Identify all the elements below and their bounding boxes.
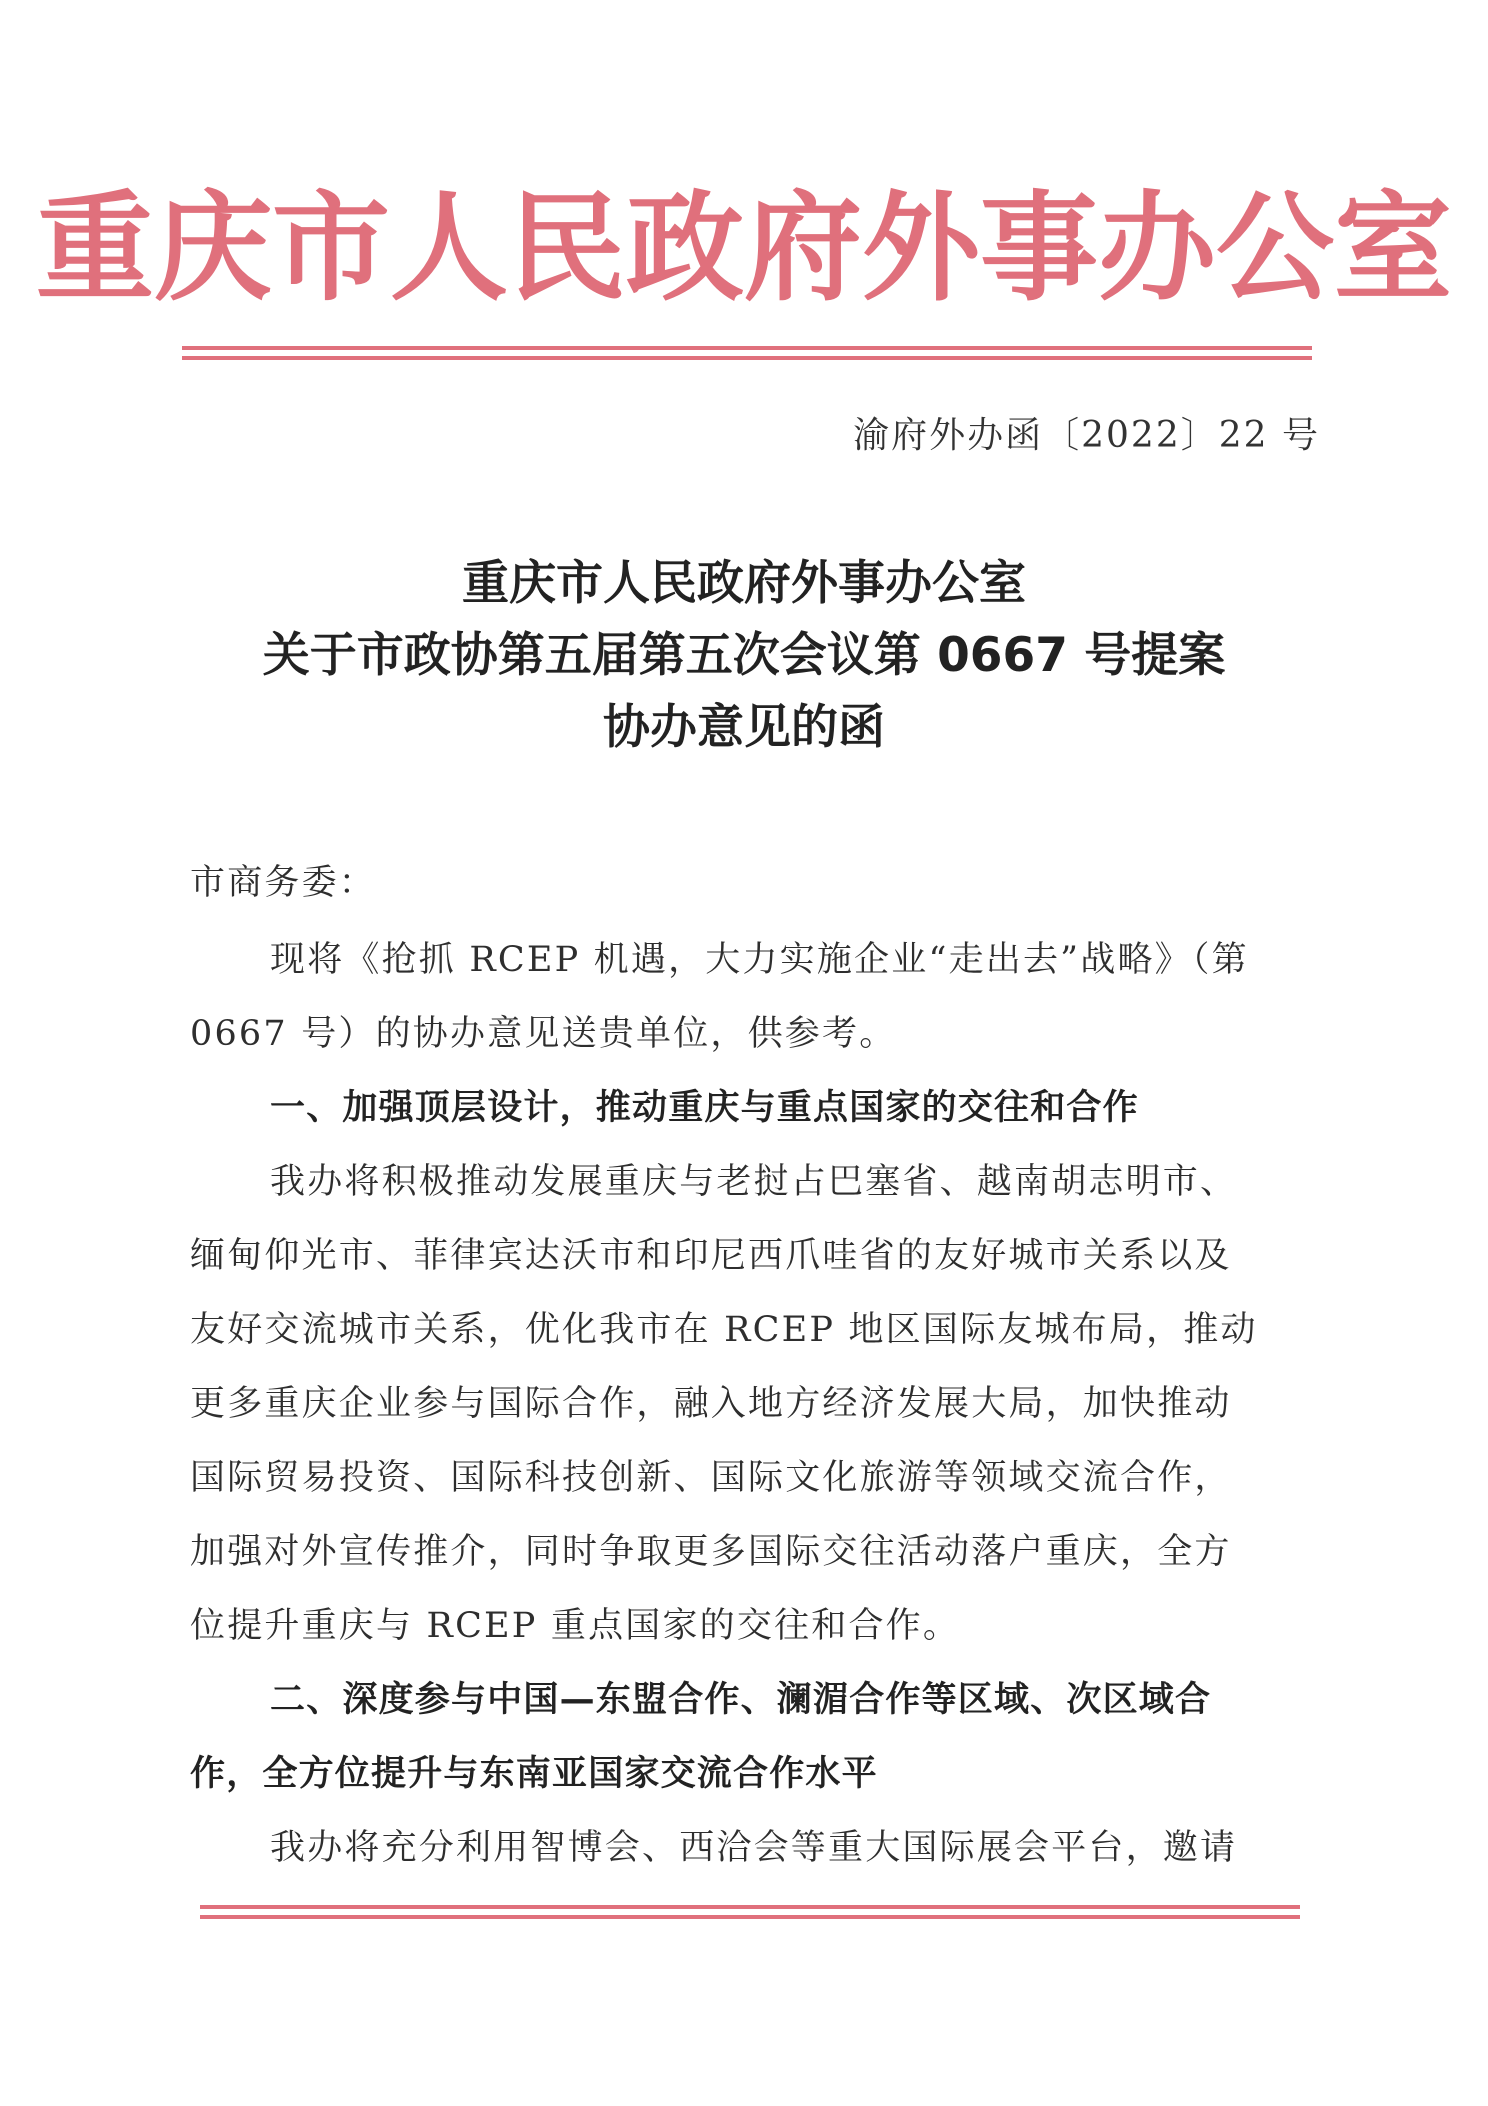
header-rule-top [182,346,1312,350]
footer-rule-top [200,1905,1300,1909]
section-1-heading: 一、加强顶层设计，推动重庆与重点国家的交往和合作 [270,1088,1139,1128]
section-1-line-3: 友好交流城市关系，优化我市在 RCEP 地区国际友城布局，推动 [190,1310,1258,1350]
section-1-line-1: 我办将积极推动发展重庆与老挝占巴塞省、越南胡志明市、 [270,1162,1238,1202]
section-2-heading-line-2: 作，全方位提升与东南亚国家交流合作水平 [190,1754,878,1794]
title-line-3: 协办意见的函 [603,700,885,755]
header-rule-bottom [182,356,1312,360]
intro-line-2: 0667 号）的协办意见送贵单位，供参考。 [190,1014,897,1054]
title-line-1: 重庆市人民政府外事办公室 [462,556,1026,611]
section-2-heading-line-1: 二、深度参与中国—东盟合作、澜湄合作等区域、次区域合 [270,1680,1212,1720]
footer-rule-bottom [200,1915,1300,1919]
document-number: 渝府外办函〔2022〕22 号 [853,415,1320,456]
section-1-line-7: 位提升重庆与 RCEP 重点国家的交往和合作。 [190,1606,961,1646]
section-1-line-4: 更多重庆企业参与国际合作，融入地方经济发展大局，加快推动 [190,1384,1232,1424]
section-1-line-6: 加强对外宣传推介，同时争取更多国际交往活动落户重庆，全方 [190,1532,1232,1572]
section-2-line-1: 我办将充分利用智博会、西洽会等重大国际展会平台，邀请 [270,1828,1238,1868]
salutation: 市商务委： [190,863,377,903]
title-line-2: 关于市政协第五届第五次会议第 0667 号提案 [262,628,1226,683]
section-1-line-2: 缅甸仰光市、菲律宾达沃市和印尼西爪哇省的友好城市关系以及 [190,1236,1232,1276]
organization-letterhead: 重庆市人民政府外事办公室 [35,179,1452,317]
intro-line-1: 现将《抢抓 RCEP 机遇，大力实施企业“走出去”战略》（第 [270,940,1249,980]
section-1-line-5: 国际贸易投资、国际科技创新、国际文化旅游等领域交流合作， [190,1458,1232,1498]
